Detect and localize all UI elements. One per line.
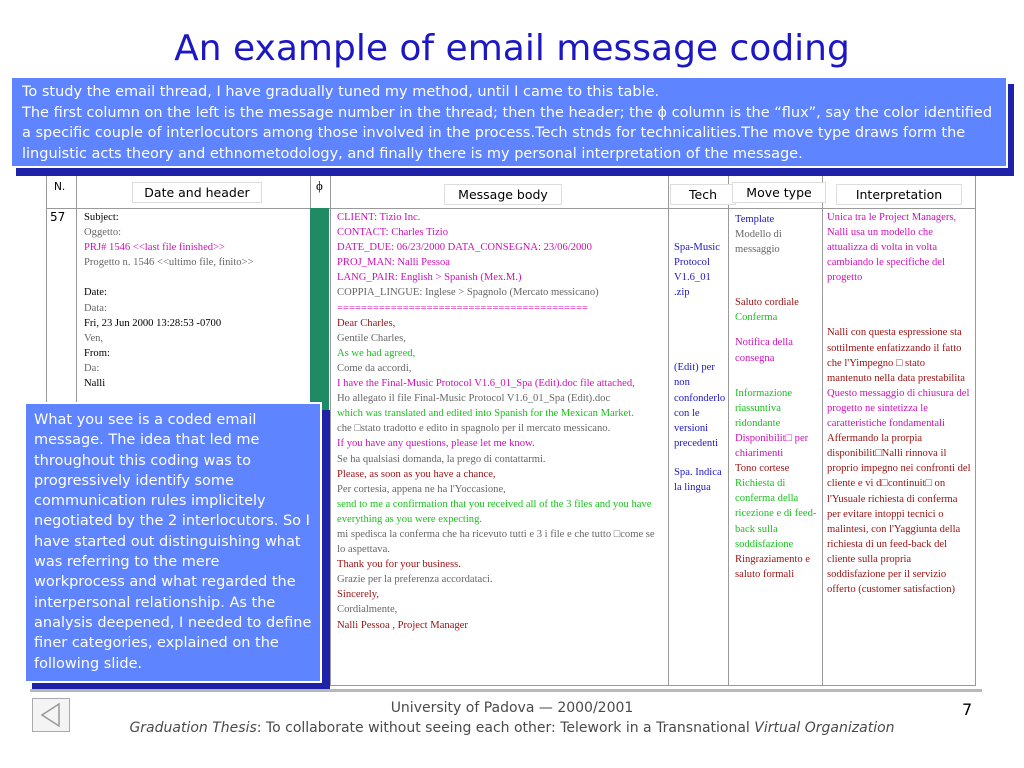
body-line: As we had agreed,: [337, 347, 416, 359]
body-line: Cordialmente,: [337, 604, 398, 616]
footer-divider: [30, 689, 982, 692]
header-line: Ven,: [84, 332, 104, 344]
col-header-phi: ϕ: [316, 178, 323, 193]
footer-thesis-label: Graduation Thesis: [129, 720, 257, 736]
move-line: Template: [735, 214, 775, 225]
footer-thesis: [0, 720, 1024, 736]
tech-line: Spa. Indica la lingua: [674, 466, 722, 494]
header-line: Nalli: [84, 378, 106, 390]
top-callout-line-1: To study the email thread, I have gradually tuned my method, until I came to this table.: [22, 84, 660, 100]
header-line: Data:: [84, 302, 107, 314]
tech-line: (Edit) per non confonderlo con le versioni precedenti: [674, 362, 726, 449]
body-line: Come da accordi,: [337, 362, 412, 374]
col-header-tech: Tech: [670, 184, 736, 205]
header-line: Fri, 23 Jun 2000 13:28:53 -0700: [84, 317, 222, 329]
move-line: Tono cortese: [735, 463, 790, 475]
move-line: Ringraziamento e saluto formali: [735, 553, 811, 580]
body-line: which was translated and edited into Spanish for the Mexican Market.: [337, 408, 634, 420]
col-header-date: Date and header: [132, 182, 262, 203]
body-line: Se ha qualsiasi domanda, la prego di contattarmi.: [337, 453, 546, 465]
header-line: Da:: [84, 362, 100, 374]
body-line: COPPIA_LINGUE: Inglese > Spagnolo (Mercato messicano): [337, 287, 599, 299]
top-callout-line-2: The first column on the left is the message number in the thread; then the header; the ϕ column is the “flux”, say the color identified a specific couple of interlocutors among those involved in the process.Tech stnds for technicalities.The move type draws form the linguistic acts theory and ethnometodology, and finally there is my personal interpretation of the message.: [22, 104, 993, 162]
footer-thesis-vo: Virtual Organization: [754, 720, 895, 736]
body-line: Per cortesia, appena ne ha l'Yoccasione,: [337, 483, 506, 495]
header-column: [84, 210, 306, 391]
body-line: mi spedisca la conferma che ha ricevuto tutti e 3 i file e che tutto □come se lo aspettava.: [337, 528, 655, 556]
top-callout: [10, 76, 1008, 168]
footer-thesis-title: : To collaborate without seeing each other: Telework in a Transnational: [256, 720, 755, 736]
interpretation-column: [827, 210, 971, 597]
header-line: Date:: [84, 287, 107, 299]
header-line: From:: [84, 347, 110, 359]
body-line: Please, as soon as you have a chance,: [337, 468, 496, 480]
body-line: LANG_PAIR: English > Spanish (Mex.M.): [337, 272, 522, 284]
page-number: 7: [962, 700, 973, 719]
interp-line: Questo messaggio di chiusura del progetto ne sintetizza le caratteristiche fondamentali: [827, 387, 970, 430]
body-line: Sincerely,: [337, 589, 379, 601]
move-line: Modello di messaggio: [735, 229, 782, 256]
move-line: Notifica della consegna: [735, 337, 793, 364]
header-line: Oggetto:: [84, 227, 122, 239]
message-body-column: [337, 210, 663, 633]
move-line: Informazione riassuntiva ridondante: [735, 387, 793, 429]
move-line: Disponibilit□ per chiarimenti: [735, 432, 809, 460]
header-line: [84, 270, 306, 285]
move-line: Richiesta di conferma della ricezione e di feed-back sulla soddisfazione: [735, 478, 817, 550]
left-callout: What you see is a coded email message. The idea that led me throughout this coding was to progressively identify some communication rules implicitely negotiated by the 2 interlocutors. So I have started out distinguishing what was referring to the mere workprocess and what regarded the interpersonal relationship. As the analysis deepened, I needed to define finer categories, explained on the following slide.: [24, 402, 322, 683]
body-line: PROJ_MAN: Nalli Pessoa: [337, 257, 451, 269]
message-number: 57: [50, 210, 66, 224]
col-header-n: N.: [54, 181, 66, 193]
col-header-body: Message body: [444, 184, 562, 205]
col-header-move: Move type: [732, 182, 826, 203]
tech-column: [674, 240, 724, 495]
body-line: send to me a confirmation that you received all of the 3 files and you have everything as you were expecting.: [337, 498, 652, 525]
body-line: I have the Final-Music Protocol V1.6_01_Spa (Edit).doc file attached,: [337, 378, 635, 390]
body-line: ==========================================: [337, 302, 588, 314]
body-line: Thank you for your business.: [337, 559, 461, 571]
header-line: Progetto n. 1546 <<ultimo file, finito>>: [84, 257, 254, 269]
body-line: Gentile Charles,: [337, 332, 406, 344]
col-header-interpretation: Interpretation: [836, 184, 962, 205]
move-line: Saluto cordiale: [735, 297, 799, 309]
interp-line: Affermando la prorpia disponibilit□Nalli rinnova il proprio impegno nei confronti del cliente e vi d□continuit□ on l'Yusuale richiesta di conferma per evitare intoppi tecnici o malintesi, con l'Yaggiunta della richiesta di un feed-back del cliente sulla propria soddisfazione per il servizio offerto (customer satisfaction): [827, 433, 971, 596]
footer-university: University of Padova — 2000/2001: [390, 700, 634, 716]
body-line: Grazie per la preferenza accordataci.: [337, 574, 493, 586]
body-line: che □stato tradotto e edito in spagnolo per il mercato messicano.: [337, 423, 611, 435]
body-line: CLIENT: Tizio Inc.: [337, 212, 421, 223]
interp-line: Unica tra le Project Managers, Nalli usa un modello che attualizza di volta in volta cambiando le specifiche del progetto: [827, 212, 957, 284]
body-line: Ho allegato il file Final-Music Protocol V1.6_01_Spa (Edit).doc: [337, 393, 611, 405]
interp-line: Nalli con questa espressione sta sottilmente enfatizzando il fatto che l'Yimpegno □ stato mantenuto nella data prestabilita: [827, 327, 965, 384]
body-line: CONTACT: Charles Tizio: [337, 227, 449, 239]
header-line: PRJ# 1546 <<last file finished>>: [84, 242, 226, 254]
body-line: If you have any questions, please let me know.: [337, 438, 535, 450]
slide-title: An example of email message coding: [174, 28, 850, 69]
tech-line: Spa-Music Protocol V1.6_01 .zip: [674, 242, 720, 299]
body-line: DATE_DUE: 06/23/2000 DATA_CONSEGNA: 23/06/2000: [337, 242, 592, 254]
body-line: Nalli Pessoa , Project Manager: [337, 619, 468, 631]
body-line: Dear Charles,: [337, 317, 396, 329]
move-type-column: [735, 212, 819, 582]
move-line: Conferma: [735, 312, 778, 324]
header-line: Subject:: [84, 212, 119, 223]
